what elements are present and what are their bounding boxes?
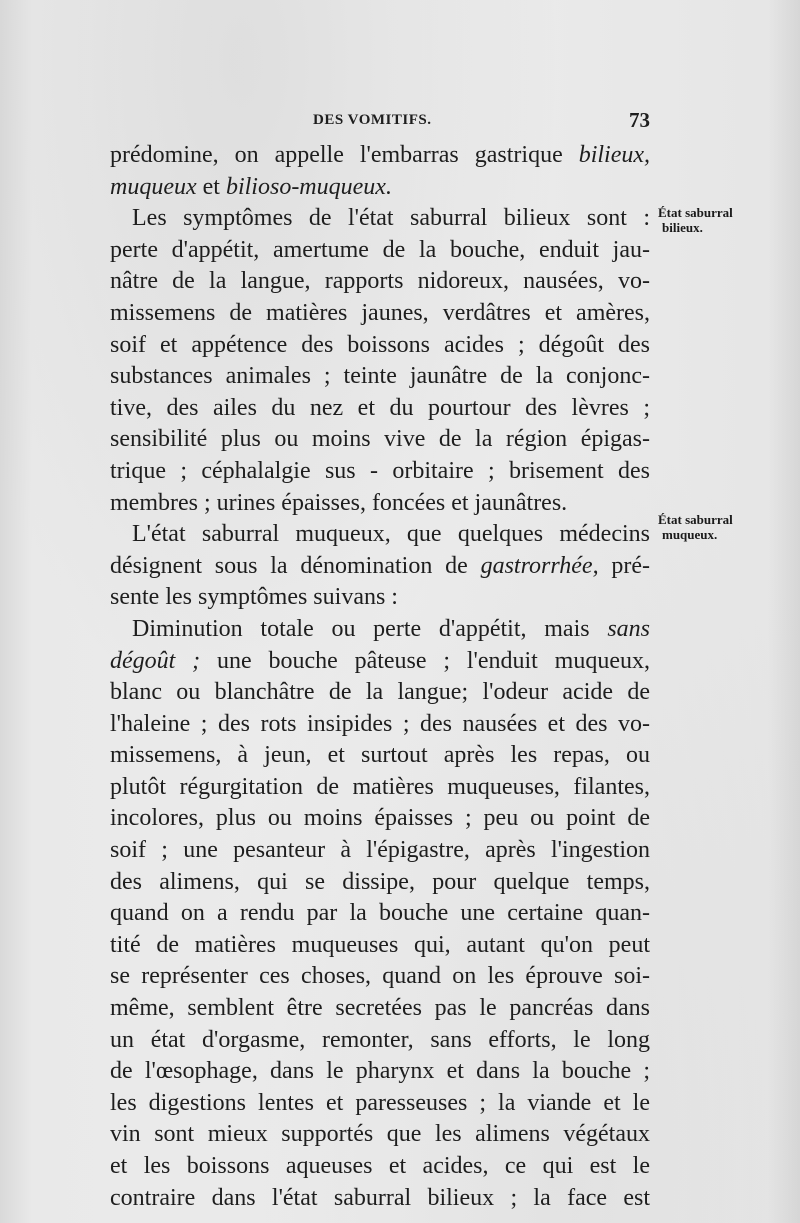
text-span: même, semblent être secretées pas le pancréas dans (110, 995, 650, 1022)
margin-note-bilious-state (658, 205, 733, 235)
text-span: quand on a rendu par la bouche une certaine quan- (110, 900, 650, 927)
text-span: blanc ou blanchâtre de la langue; l'odeur acide de (110, 679, 650, 706)
text-line (110, 1056, 650, 1088)
text-span: soif et appétence des boissons acides ; dégoût des (110, 331, 650, 358)
text-span: désignent sous la dénomination de (110, 552, 481, 579)
margin-note-line: bilieux. (662, 220, 703, 235)
text-span: L'état saburral muqueux, que quelques médecins (132, 521, 650, 548)
text-span: Diminution totale ou perte d'appétit, mais (132, 615, 608, 642)
text-span: sente les symptômes suivans : (110, 584, 398, 611)
text-line (110, 898, 650, 930)
page-number: 73 (629, 108, 650, 132)
text-line (110, 266, 650, 298)
text-line (110, 393, 650, 425)
text-line (110, 1088, 650, 1120)
text-span: les digestions lentes et paresseuses ; la viande et le (110, 1089, 650, 1116)
text-span: plutôt régurgitation de matières muqueuses, filantes, (110, 773, 650, 800)
text-line (110, 993, 650, 1025)
text-line (110, 614, 650, 646)
text-line (110, 709, 650, 741)
text-span: une bouche pâteuse ; l'enduit muqueux, (200, 647, 650, 674)
text-span: nâtre de la langue, rapports nidoreux, nausées, vo- (110, 268, 650, 295)
text-line (110, 519, 650, 551)
text-span: prédomine, on appelle l'embarras gastrique (110, 142, 579, 168)
text-span: vin sont mieux supportés que les alimens végétaux (110, 1121, 650, 1148)
text-span: substances animales ; teinte jaunâtre de la conjonc- (110, 363, 650, 390)
text-span: sensibilité plus ou moins vive de la région épigas- (110, 426, 650, 453)
text-line (110, 140, 650, 172)
italic-text: sans (607, 615, 650, 642)
text-span: pré- (598, 552, 651, 579)
text-line (110, 203, 650, 235)
italic-text: gastrorrhée, (480, 552, 599, 579)
text-line (110, 646, 650, 678)
text-span: membres ; urines épaisses, foncées et jaunâtres. (110, 489, 568, 516)
text-line (110, 298, 650, 330)
text-span: un état d'orgasme, remonter, sans efforts, le long (110, 1026, 650, 1053)
text-line (110, 1183, 650, 1215)
page-header (108, 108, 650, 134)
margin-note-mucous-state (658, 512, 733, 542)
text-span: incolores, plus ou moins épaisses ; peu ou point de (110, 805, 650, 832)
text-line (110, 330, 650, 362)
text-line (110, 740, 650, 772)
text-line (110, 677, 650, 709)
text-span: l'haleine ; des rots insipides ; des nausées et des vo- (110, 710, 650, 737)
italic-text: bilieux, (578, 142, 650, 168)
text-line (110, 803, 650, 835)
margin-note-line: État saburral (658, 512, 733, 527)
text-line (110, 551, 650, 583)
text-span: et (196, 173, 226, 200)
margin-note-line: État saburral (658, 205, 733, 220)
text-line (110, 424, 650, 456)
running-head: DES VOMITIFS. (313, 112, 432, 128)
text-span: de l'œsophage, dans le pharynx et dans la bouche ; (110, 1058, 650, 1085)
text-line (110, 1025, 650, 1057)
text-line (110, 930, 650, 962)
text-span: et les boissons aqueuses et acides, ce qui est le (110, 1153, 650, 1179)
text-span: contraire dans l'état saburral bilieux ; la face est (110, 1184, 650, 1211)
text-span: soif ; une pesanteur à l'épigastre, après l'ingestion (110, 837, 650, 864)
margin-note-line: muqueux. (662, 527, 718, 542)
text-line (110, 172, 650, 204)
italic-text: muqueux (110, 173, 197, 200)
text-line (110, 835, 650, 867)
text-span: missemens, à jeun, et surtout après les repas, ou (110, 742, 650, 769)
text-line (110, 488, 650, 520)
text-line (110, 961, 650, 993)
text-span: des alimens, qui se dissipe, pour quelque temps, (110, 868, 650, 895)
italic-text: bilioso-muqueux. (225, 173, 392, 200)
text-line (110, 235, 650, 267)
text-span: tive, des ailes du nez et du pourtour des lèvres ; (110, 394, 650, 421)
body-text (110, 140, 650, 1214)
text-line (110, 772, 650, 804)
text-span: missemens de matières jaunes, verdâtres et amères, (110, 299, 650, 326)
text-line (110, 1151, 650, 1183)
text-span: perte d'appétit, amertume de la bouche, enduit jau- (110, 236, 650, 263)
text-line (110, 361, 650, 393)
text-span: tité de matières muqueuses qui, autant qu'on peut (110, 931, 650, 958)
text-span: Les symptômes de l'état saburral bilieux sont : (132, 205, 650, 232)
text-span: se représenter ces choses, quand on les éprouve soi- (110, 963, 650, 990)
text-span: trique ; céphalalgie sus - orbitaire ; brisement des (110, 457, 650, 484)
text-line (110, 1119, 650, 1151)
text-line (110, 867, 650, 899)
text-line (110, 456, 650, 488)
italic-text: dégoût ; (110, 647, 201, 674)
text-line (110, 582, 650, 614)
